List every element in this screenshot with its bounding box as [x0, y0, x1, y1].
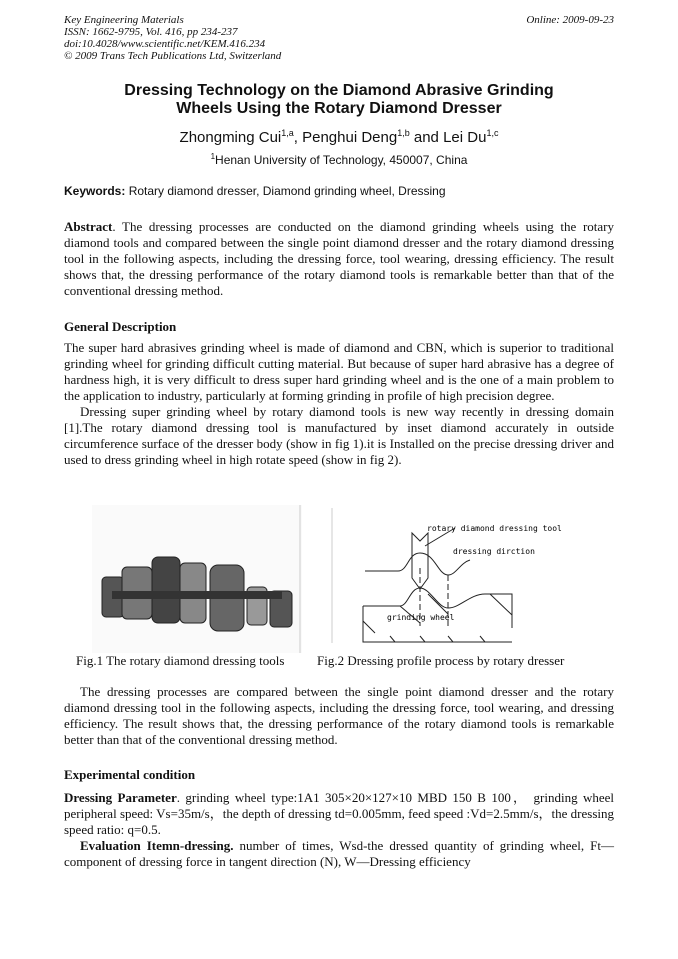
paragraph [64, 838, 614, 870]
authors [64, 124, 614, 147]
abstract-text: . The dressing processes are conducted on the diamond grinding wheels using the rotary diamond tools and compared between the single point diamond dresser and the rotary diamond dressing tool in the following aspects, including the dressing force, tool wearing, dressing efficiency. The result shows that, the dressing performance of the rotary diamond tools is remarkable better than that of the conventional dressing method. [64, 219, 614, 298]
title-line: Wheels Using the Rotary Diamond Dresser [176, 100, 502, 117]
copyright: © 2009 Trans Tech Publications Ltd, Switzerland [64, 50, 282, 62]
param-label: Dressing Parameter [64, 790, 177, 805]
author-sup: 1,c [486, 128, 499, 138]
paragraph: The super hard abrasives grinding wheel is made of diamond and CBN, which is superior to traditional grinding wheel for grinding difficult cutting material. But because of super hard abrasive has a degree of hardness high, it is very difficult to dress super hard grinding wheel and is the one of a main problem to the application to industry, particularly at forming grinding in profile of high precision degree. [64, 340, 614, 403]
keywords [64, 183, 614, 199]
fig2-label-direction: dressing dirction [453, 547, 535, 556]
paragraph [64, 790, 614, 838]
abstract-label: Abstract [64, 219, 113, 234]
issn: ISSN: 1662-9795, Vol. 416, pp 234-237 [64, 26, 238, 38]
author: Lei Du [443, 129, 487, 146]
affiliation [64, 149, 614, 168]
abstract [64, 219, 614, 299]
doi: doi:10.4028/www.scientific.net/KEM.416.234 [64, 38, 266, 50]
fig2-label-wheel: grinding wheel [387, 613, 455, 622]
author-sup: 1,a [281, 128, 294, 138]
paper-title [64, 82, 614, 118]
author: Zhongming Cui [179, 129, 282, 146]
general-section [64, 319, 614, 468]
aff-sup: 1 [210, 152, 216, 161]
sep: , [293, 129, 303, 146]
fig1-photo [92, 505, 302, 653]
fig2-diagram [330, 508, 590, 648]
eval-label: Evaluation Itemn-dressing. [80, 838, 234, 853]
keywords-text: Rotary diamond dresser, Diamond grinding wheel, Dressing [125, 184, 446, 198]
eval-text: number of times, Wsd-the dressed quantity of grinding wheel, Ft—component of dressing force in tangent direction (N), W—Dressing efficiency [64, 838, 614, 869]
paragraph: Dressing super grinding wheel by rotary diamond tools is new way recently in dressing domain [1].The rotary diamond dressing tool is manufactured by inset diamond accurately in outside circumference surface of the dresser body (show in fig 1).it is Installed on the precise dressing driver and used to dress grinding wheel in high rotate speed (show in fig 2). [64, 404, 614, 467]
journal-header [64, 14, 281, 62]
journal-name: Key Engineering Materials [64, 14, 184, 26]
author: Penghui Deng [302, 129, 398, 146]
title-line: Dressing Technology on the Diamond Abrasive Grinding [124, 82, 554, 99]
fig2-caption: Fig.2 Dressing profile process by rotary dresser [317, 653, 565, 668]
aff-text: Henan University of Technology, 450007, China [215, 153, 468, 167]
section-heading: General Description [64, 319, 177, 334]
experimental-section [64, 767, 614, 870]
paragraph: The dressing processes are compared between the single point diamond dresser and the rotary diamond dressing tool in the following aspects, including the dressing force, tool wearing, and dressing efficiency. The result shows that, the dressing performance of the rotary diamond tools is remarkable better than that of the conventional dressing method. [64, 684, 614, 747]
author-sup: 1,b [397, 128, 410, 138]
keywords-label: Keywords: [64, 184, 126, 198]
online-date: Online: 2009-09-23 [526, 14, 614, 26]
fig2-label-tool: rotary diamond dressing tool [427, 524, 562, 533]
param-text: . grinding wheel type:1A1 305×20×127×10 MBD 150 B 100， grinding wheel peripheral speed: Vs=35m/s，the depth of dressing td=0.005mm, feed speed :Vd=2.5mm/s，the dressing speed ratio: q=0.5. [64, 790, 614, 837]
fig1-caption: Fig.1 The rotary diamond dressing tools [76, 653, 285, 668]
sep: and [409, 129, 444, 146]
section-heading: Experimental condition [64, 767, 196, 782]
